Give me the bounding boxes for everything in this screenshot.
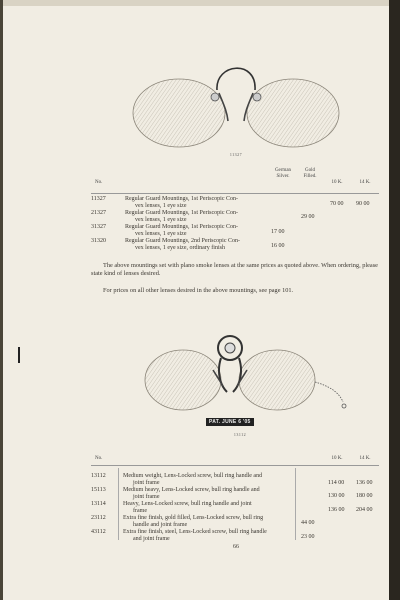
t1-row2-no: 21327 xyxy=(91,210,106,216)
t1-header-gold-filled: Gold Filled. xyxy=(303,168,317,179)
t1-row1-desc1: Regular Guard Mountings, 1st Periscopic Con- xyxy=(125,196,238,202)
note-paragraph-2: For prices on all other lenses desired in the above mountings, see page 101. xyxy=(103,287,294,294)
t1-row2-gold-filled: 29 00 xyxy=(301,214,315,220)
t2-row3-no: 13114 xyxy=(91,501,106,507)
t2-row1-no: 13112 xyxy=(91,473,106,479)
t2-row2-desc2: joint frame xyxy=(133,494,160,500)
t2-header-no: No. xyxy=(95,456,103,461)
t1-row3-german-silver: 17 00 xyxy=(271,229,285,235)
t2-header-10k: 10 K. xyxy=(331,456,343,461)
t2-top-rule xyxy=(91,465,379,466)
t1-row1-10k: 70 00 xyxy=(330,201,344,207)
eyeglasses-illustration-2 xyxy=(143,330,363,420)
t2-header-14k: 14 K. xyxy=(359,456,371,461)
t1-header-14k: 14 K. xyxy=(359,180,371,185)
t1-header-german-silver: German Silver. xyxy=(274,168,292,179)
t1-row4-no: 31320 xyxy=(91,238,106,244)
figure2-caption: 13112 xyxy=(233,432,247,437)
binding-mark xyxy=(18,347,20,363)
t2-row3-desc2: frame xyxy=(133,508,147,514)
t2-row4-desc2: handle and joint frame xyxy=(133,522,188,528)
t1-row3-desc1: Regular Guard Mountings, 1st Periscopic Con- xyxy=(125,224,238,230)
t1-row3-desc2: vex lenses, 1 eye size xyxy=(135,231,187,237)
t1-row1-14k: 90 00 xyxy=(356,201,370,207)
t1-row2-desc1: Regular Guard Mountings, 1st Periscopic Con- xyxy=(125,210,238,216)
t1-row2-desc2: vex lenses, 1 eye size xyxy=(135,217,187,223)
eyeglasses-illustration-1 xyxy=(131,55,341,155)
note-paragraph-1: The above mountings set with plano smoke lenses at the same prices as quoted above. When ordering, please state kind of lenses desired. xyxy=(91,262,378,277)
t1-row3-no: 31327 xyxy=(91,224,106,230)
t1-row4-desc2: vex lenses, 1 eye size, ordinary finish xyxy=(135,245,225,251)
t2-row2-14k: 180 00 xyxy=(356,493,373,499)
t2-row5-desc2: and joint frame xyxy=(133,536,170,542)
t2-row3-10k: 136 00 xyxy=(328,507,345,513)
t2-row5-price: 23 00 xyxy=(301,534,315,540)
t2-divider-price xyxy=(295,468,296,540)
t2-row2-no: 15113 xyxy=(91,487,106,493)
t2-row3-desc1: Heavy, Lens-Locked screw, bull ring handle and joint xyxy=(123,501,252,507)
book-edge xyxy=(389,0,400,600)
t2-row3-14k: 204 00 xyxy=(356,507,373,513)
t2-row1-10k: 114 00 xyxy=(328,480,345,486)
t1-row4-german-silver: 16 00 xyxy=(271,243,285,249)
t2-row1-desc1: Medium weight, Lens-Locked screw, bull ring handle and xyxy=(123,473,263,479)
t2-row4-desc1: Extra fine finish, gold filled, Lens-Locked screw, bull ring xyxy=(123,515,264,521)
t2-row4-no: 23112 xyxy=(91,515,106,521)
t2-row4-price: 44 00 xyxy=(301,520,315,526)
t1-row1-desc2: vex lenses, 1 eye size xyxy=(135,203,187,209)
t2-row2-10k: 130 00 xyxy=(328,493,345,499)
catalog-page xyxy=(3,0,389,600)
t2-row1-desc2: joint frame xyxy=(133,480,160,486)
t2-row2-desc1: Medium heavy, Lens-Locked screw, bull ring handle and xyxy=(123,487,260,493)
t1-row1-no: 11327 xyxy=(91,196,106,202)
top-band xyxy=(3,0,389,6)
t1-row4-desc1: Regular Guard Mountings, 2nd Periscopic Con- xyxy=(125,238,240,244)
patent-stamp: PAT. JUNE 6 '05 xyxy=(206,418,254,426)
t2-row1-14k: 136 00 xyxy=(356,480,373,486)
page-number: 66 xyxy=(233,544,239,550)
t2-row5-desc1: Extra fine finish, steel, Lens-Locked screw, bull ring handle xyxy=(123,529,267,535)
t1-header-no: No. xyxy=(95,180,103,185)
t1-top-rule xyxy=(91,193,379,194)
t2-divider-no xyxy=(118,468,119,540)
figure1-caption: 11327 xyxy=(229,152,243,157)
t2-row5-no: 43112 xyxy=(91,529,106,535)
t1-header-10k: 10 K. xyxy=(331,180,343,185)
